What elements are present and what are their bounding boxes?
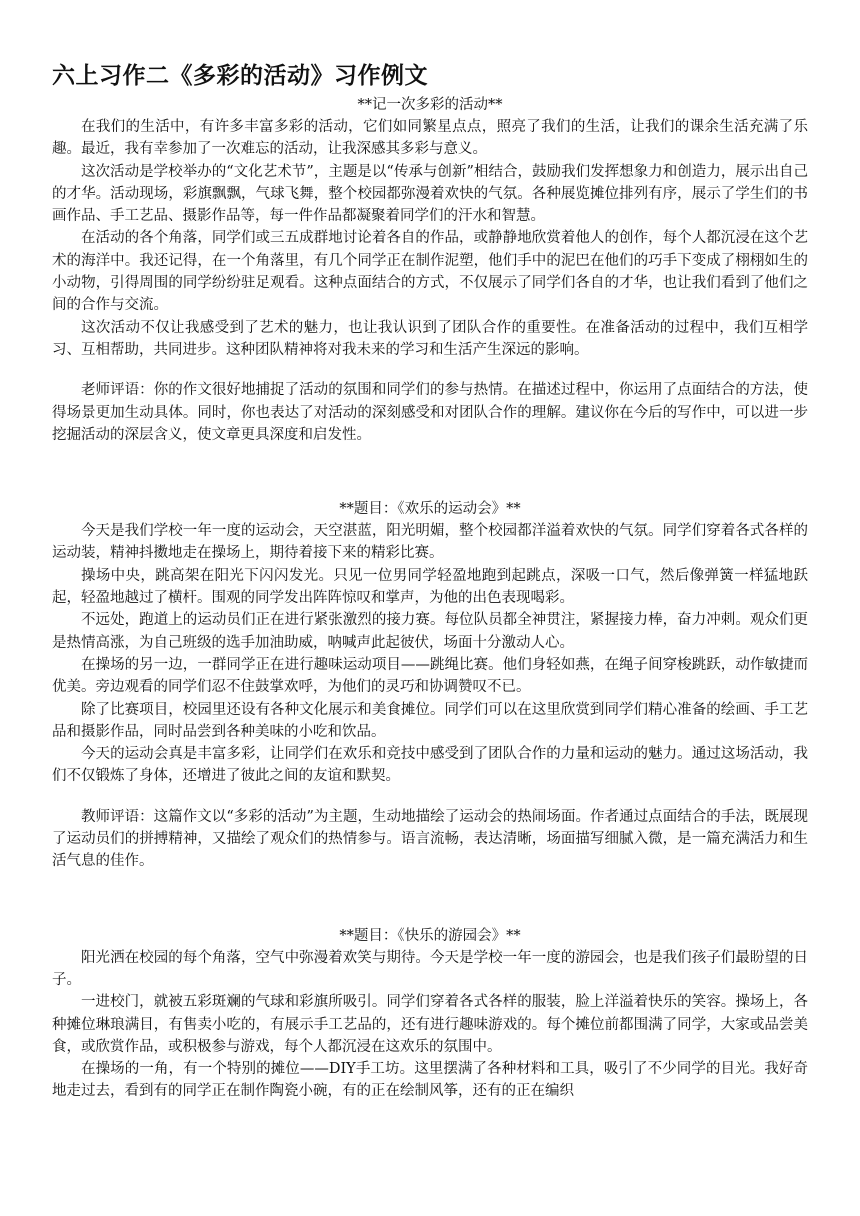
essay-paragraph: 阳光洒在校园的每个角落，空气中弥漫着欢笑与期待。今天是学校一年一度的游园会，也是我们孩子们最盼望的日子。 — [52, 949, 808, 988]
document-title: 六上习作二《多彩的活动》习作例文 — [52, 63, 428, 89]
essay-heading: **题目：《快乐的游园会》** — [339, 927, 521, 944]
essay-heading: **题目：《欢乐的运动会》** — [339, 501, 521, 518]
essay-paragraph: 这次活动不仅让我感受到了艺术的魅力，也让我认识到了团队合作的重要性。在准备活动的过程中，我们互相学习、互相帮助，共同进步。这种团队精神将对我未来的学习和生活产生深远的影响。 — [52, 319, 808, 358]
essay-paragraph: 一进校门，就被五彩斑斓的气球和彩旗所吸引。同学们穿着各式各样的服装，脸上洋溢着快乐的笑容。操场上，各种摊位琳琅满目，有售卖小吃的，有展示手工艺品的，还有进行趣味游戏的。每个摊位前都围满了同学，大家或品尝美食，或欣赏作品，或积极参与游戏，每个人都沉浸在这欢乐的氛围中。 — [52, 994, 808, 1055]
essay-1 — [52, 94, 808, 446]
essay-paragraph: 今天的运动会真是丰富多彩，让同学们在欢乐和竞技中感受到了团队合作的力量和运动的魅力。通过这场活动，我们不仅锻炼了身体，还增进了彼此之间的友谊和默契。 — [52, 746, 808, 785]
essay-paragraph: 除了比赛项目，校园里还设有各种文化展示和美食摊位。同学们可以在这里欣赏到同学们精心准备的绘画、手工艺品和摄影作品，同时品尝到各种美味的小吃和饮品。 — [52, 701, 808, 740]
essay-3 — [52, 925, 808, 1103]
essay-paragraph: 不远处，跑道上的运动员们正在进行紧张激烈的接力赛。每位队员都全神贯注，紧握接力棒，奋力冲刺。观众们更是热情高涨，为自己班级的选手加油助威，呐喊声此起彼伏，场面十分激动人心。 — [52, 612, 808, 651]
essay-paragraph: 操场中央，跳高架在阳光下闪闪发光。只见一位男同学轻盈地跑到起跳点，深吸一口气，然后像弹簧一样猛地跃起，轻盈地越过了横杆。围观的同学发出阵阵惊叹和掌声，为他的出色表现喝彩。 — [52, 567, 808, 607]
essay-paragraph: 这次活动是学校举办的“文化艺术节”，主题是以“传承与创新”相结合，鼓励我们发挥想象力和创造力，展示出自己的才华。活动现场，彩旗飘飘，气球飞舞，整个校园都弥漫着欢快的气氛。各种展览摊位排列有序，展示了学生们的书画作品、手工艺品、摄影作品等，每一件作品都凝聚着同学们的汗水和智慧。 — [52, 163, 808, 225]
essay-paragraph: 在活动的各个角落，同学们或三五成群地讨论着各自的作品，或静静地欣赏着他人的创作，每个人都沉浸在这个艺术的海洋中。我还记得，在一个角落里，有几个同学正在制作泥塑，他们手中的泥巴在他们的巧手下变成了栩栩如生的小动物，引得周围的同学纷纷驻足观看。这种点面结合的方式，不仅展示了同学们各自的才华，也让我们看到了他们之间的合作与交流。 — [52, 230, 808, 314]
section-spacer — [52, 873, 808, 925]
spacer — [52, 788, 808, 806]
document-page — [52, 60, 808, 1103]
essay-2 — [52, 498, 808, 872]
essay-paragraph: 在我们的生活中，有许多丰富多彩的活动，它们如同繁星点点，照亮了我们的生活，让我们的课余生活充满了乐趣。最近，我有幸参加了一次难忘的活动，让我深感其多彩与意义。 — [52, 119, 808, 158]
essay-heading: **记一次多彩的活动** — [357, 97, 503, 113]
essay-paragraph: 今天是我们学校一年一度的运动会，天空湛蓝，阳光明媚，整个校园都洋溢着欢快的气氛。同学们穿着各式各样的运动装，精神抖擞地走在操场上，期待着接下来的精彩比赛。 — [52, 523, 808, 562]
teacher-comment: 教师评语：这篇作文以“多彩的活动”为主题，生动地描绘了运动会的热闹场面。作者通过点面结合的手法，既展现了运动员们的拼搏精神，又描绘了观众们的热情参与。语言流畅，表达清晰，场面描写细腻入微，是一篇充满活力和生活气息的佳作。 — [52, 808, 808, 870]
essay-paragraph: 在操场的另一边，一群同学正在进行趣味运动项目——跳绳比赛。他们身轻如燕，在绳子间穿梭跳跃，动作敏捷而优美。旁边观看的同学们忍不住鼓掌欢呼，为他们的灵巧和协调赞叹不已。 — [52, 656, 808, 696]
section-spacer — [52, 446, 808, 498]
teacher-comment: 老师评语：你的作文很好地捕捉了活动的氛围和同学们的参与热情。在描述过程中，你运用了点面结合的方法，使得场景更加生动具体。同时，你也表达了对活动的深刻感受和对团队合作的理解。建议你在今后的写作中，可以进一步挖掘活动的深层含义，使文章更具深度和启发性。 — [52, 382, 808, 443]
essay-paragraph: 在操场的一角，有一个特别的摊位——DIY手工坊。这里摆满了各种材料和工具，吸引了不少同学的目光。我好奇地走过去，看到有的同学正在制作陶瓷小碗，有的正在绘制风筝，还有的正在编织 — [52, 1061, 808, 1100]
spacer — [52, 361, 808, 379]
